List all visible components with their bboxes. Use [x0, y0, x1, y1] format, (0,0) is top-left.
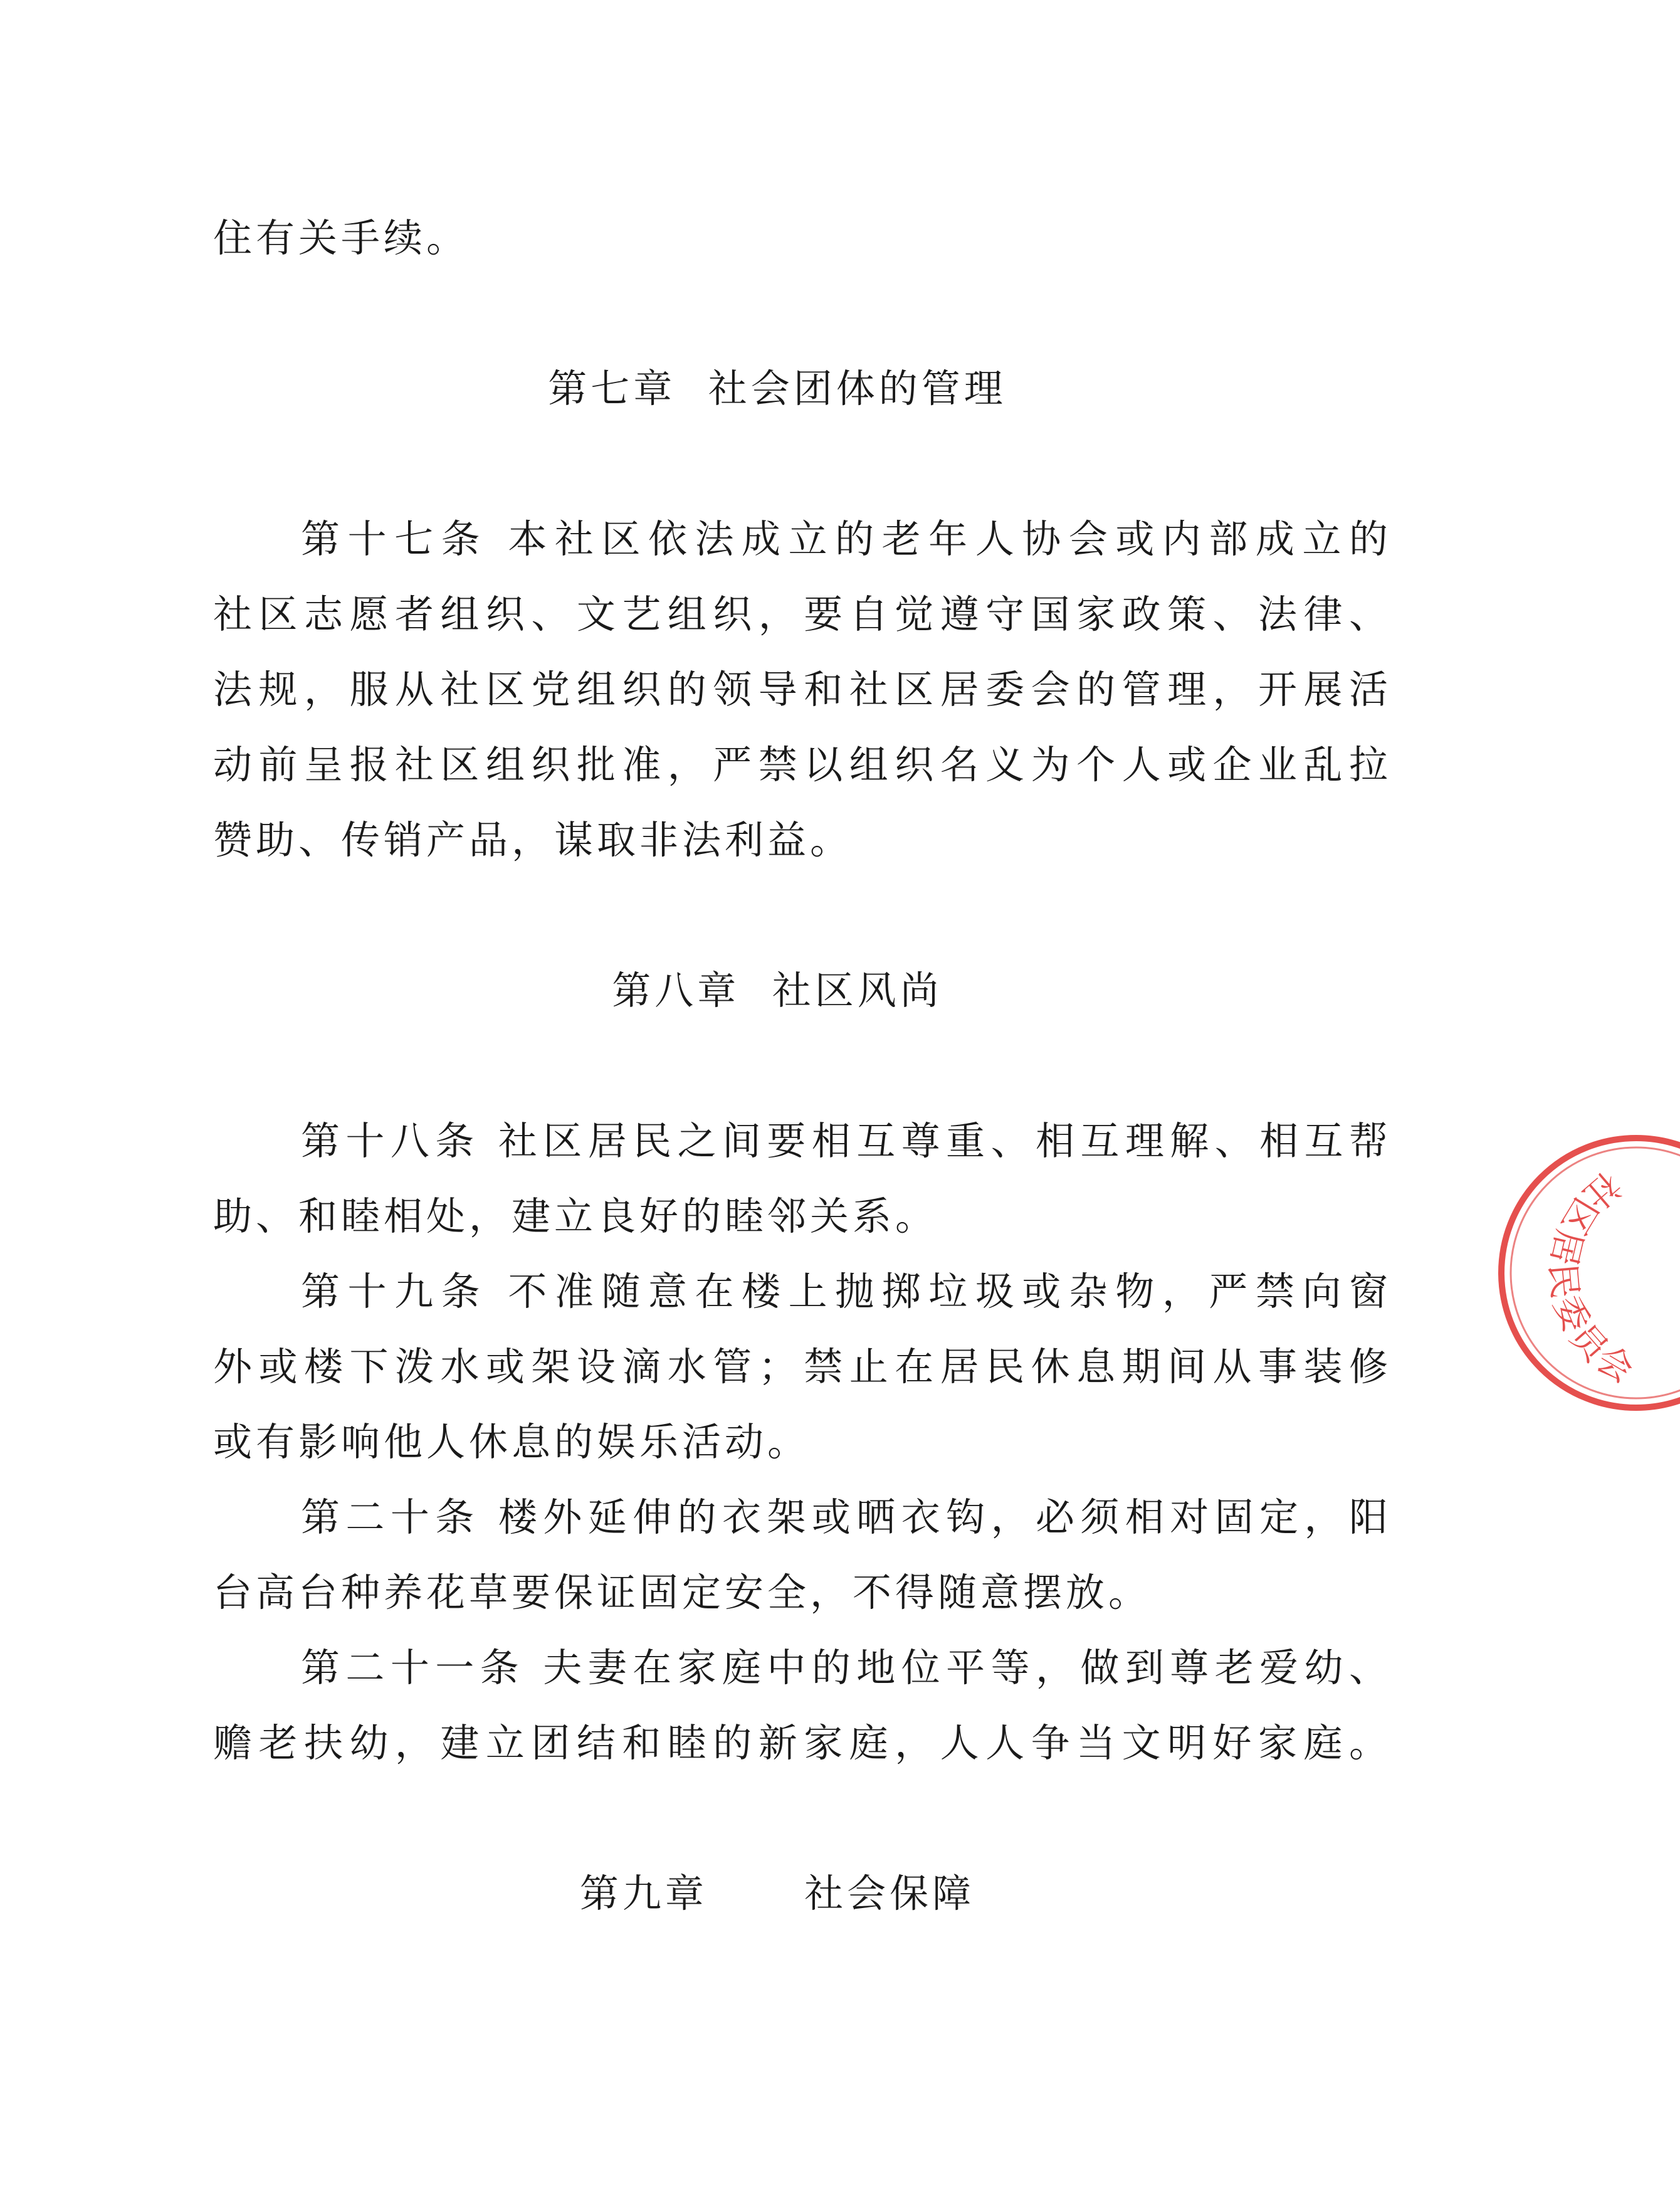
article-18-line: 助、和睦相处，建立良好的睦邻关系。 — [213, 1193, 938, 1239]
article-20-line: 台高台种养花草要保证固定安全，不得随意摆放。 — [213, 1569, 1152, 1615]
article-17-line: 社区志愿者组织、文艺组织，要自觉遵守国家政策、法律、 — [213, 591, 1392, 637]
svg-text:社区居民委员会 — [1541, 1164, 1642, 1393]
seal-text: 社区居民委员会 — [1541, 1163, 1642, 1393]
article-20-line: 第二十条 楼外延伸的衣架或晒衣钩，必须相对固定，阳 — [301, 1494, 1392, 1540]
article-17-line: 法规，服从社区党组织的领导和社区居委会的管理，开展活 — [213, 667, 1392, 712]
text-line: 住有关手续。 — [213, 215, 470, 261]
article-17-line: 第十七条 本社区依法成立的老年人协会或内部成立的 — [301, 516, 1392, 562]
red-seal-stamp — [1492, 1129, 1680, 1417]
chapter-heading-9: 第九章 社会保障 — [579, 1870, 975, 1916]
chapter-heading-8: 第八章 社区风尚 — [612, 968, 943, 1013]
chapter-heading-7: 第七章 社会团体的管理 — [548, 366, 1007, 411]
article-17-line: 赞助、传销产品，谋取非法利益。 — [213, 817, 853, 863]
article-19-line: 第十九条 不准随意在楼上抛掷垃圾或杂物，严禁向窗 — [301, 1268, 1392, 1314]
article-21-line: 赡老扶幼，建立团结和睦的新家庭，人人争当文明好家庭。 — [213, 1720, 1392, 1766]
article-17-line: 动前呈报社区组织批准，严禁以组织名义为个人或企业乱拉 — [213, 742, 1392, 788]
article-19-line: 或有影响他人休息的娱乐活动。 — [213, 1419, 811, 1465]
article-19-line: 外或楼下泼水或架设滴水管；禁止在居民休息期间从事装修 — [213, 1344, 1392, 1390]
article-21-line: 第二十一条 夫妻在家庭中的地位平等，做到尊老爱幼、 — [301, 1645, 1392, 1690]
article-18-line: 第十八条 社区居民之间要相互尊重、相互理解、相互帮 — [301, 1118, 1392, 1164]
